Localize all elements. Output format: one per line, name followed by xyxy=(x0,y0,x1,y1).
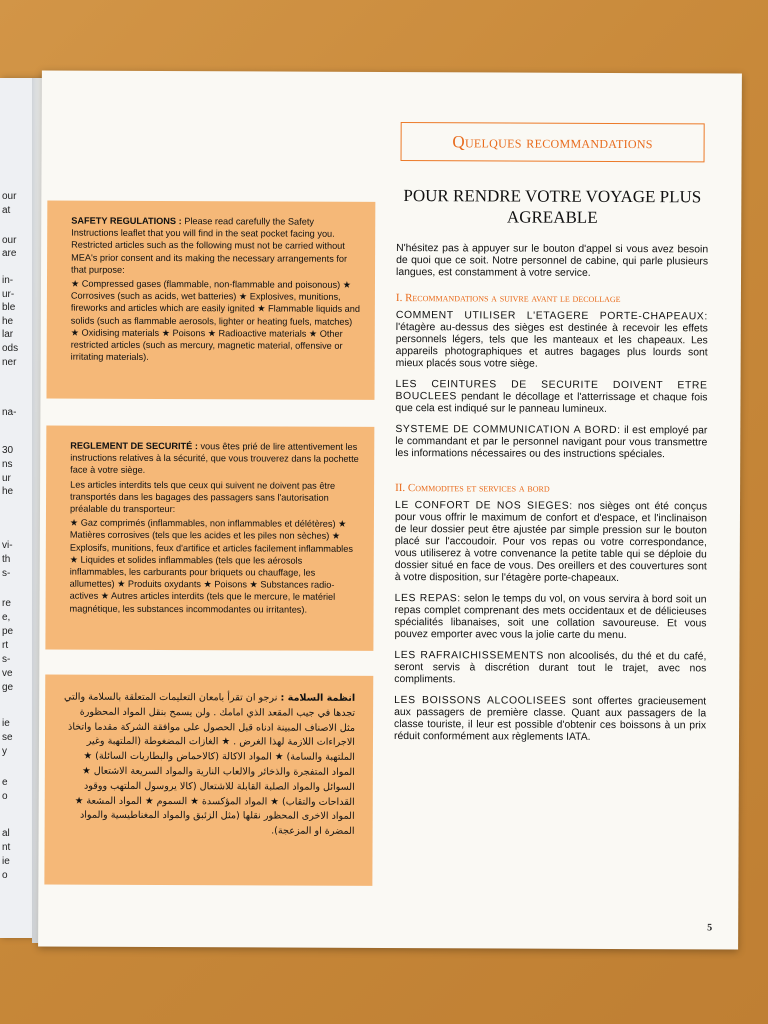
left-page-text-fragment: ble xyxy=(2,302,16,313)
paragraph-sieges xyxy=(395,500,707,585)
recommendations-banner: Quelques recommandations xyxy=(401,122,705,162)
arabic-heading: انظمة السلامة : xyxy=(280,692,356,704)
securite-text: Les articles interdits tels que ceux qui suivent ne doivent pas être transportés dans les bagages des passagers sans l'autorisation préalable du transporteur: xyxy=(69,479,336,515)
safety-regulations-box xyxy=(46,201,375,400)
left-page-text-fragment: e xyxy=(2,777,8,788)
left-page-text-fragment: nt xyxy=(2,842,11,853)
left-page-text-fragment: 30 xyxy=(2,445,14,456)
recommendations-column xyxy=(394,122,709,753)
paragraph-communication xyxy=(395,424,707,461)
left-page-text-fragment: ve xyxy=(2,668,13,679)
left-page-text-fragment: rt xyxy=(2,640,9,651)
left-page-text-fragment: our xyxy=(2,191,17,202)
left-page-text-fragment: he xyxy=(2,316,14,327)
left-page-text-fragment: al xyxy=(2,828,10,839)
left-page-text-fragment: ods xyxy=(2,343,19,354)
left-page-text-fragment: ie xyxy=(2,718,10,729)
left-page-text-fragment: o xyxy=(2,791,8,802)
reglement-securite-box xyxy=(45,425,374,650)
arabic-text: نرجو ان تقرأ بامعان التعليمات المتعلقة بالسلامة والتي تجدها في جيب المقعد الذي امامك . ولن يسمح بنقل المواد المحظورة مثل الاصناف المبينة ادناه قبل الحصول على موافقة الشركة مقدما واتخاذ الاجراءات اللازمة لهذا الغرض . ★ الغازات المضغوطة (الملتهبة وغير الملتهبة والسامة) ★ المواد الاكالة (كالاحماض والبطاريات السائلة) ★ المواد المتفجرة والذخائر والالعاب النارية والمواد السريعة الاشتعال ★ السوائل والمواد الصلبة القابلة للاشتعال (كالا يروسول الملتهب ووقود القداحات والتقاب) ★ المواد المؤكسدة ★ السموم ★ المواد المشعة ★ المواد الاخرى المحظور نقلها (مثل الزئبق والمواد المغناطيسية والمواد المضرة او المزعجة). xyxy=(63,691,356,838)
securite-items: ★ Gaz comprimés (inflammables, non inflammables et délétères) ★ Matières corrosives (tels que les acides et les piles non sèches) ★ Explosifs, munitions, feux d'artifice et articles facilement inflammables ★ Liquides et solides inflammables (tels que les aérosols inflammables, les carburants pour briquets ou chauffage, les allumettes) ★ Produits oxydants ★ Poisons ★ Substances radio-actives ★ Autres articles interdits (tels que le mercure, le matériel magnétique, les substances incommodantes ou irritantes). xyxy=(69,517,353,615)
left-page-text-fragment: ie xyxy=(2,856,10,867)
paragraph-rafraichissements xyxy=(394,650,706,687)
left-page-text-fragment: ge xyxy=(2,682,14,693)
rafraichissements-heading: LES RAFRAICHISSEMENTS xyxy=(394,650,544,662)
left-page-text-fragment: lar xyxy=(2,329,14,340)
left-page-text-fragment: our xyxy=(2,235,17,246)
boissons-text: sont offertes gracieusement aux passagers de première classe. Quant aux passagers de la classe touriste, il leur est possible d'obtenir ces boissons à un prix réduit conformément aux règlements IATA. xyxy=(393,695,707,743)
left-page-text-fragment: th xyxy=(2,554,11,565)
repas-text: selon le temps du vol, on vous servira à bord soit un repas complet comprenant des mets occidentaux et de délicieuses spécialités libanaises, soit une collation savoureuse. Et vous pouvez emporter avec vous la jolie carte du menu. xyxy=(394,593,707,642)
left-page-text-fragment: pe xyxy=(2,626,14,637)
paragraph-etagere xyxy=(396,310,708,371)
left-page-text-fragment: in- xyxy=(2,275,14,286)
left-page-text-fragment: ns xyxy=(2,459,13,470)
paragraph-boissons xyxy=(394,695,706,744)
communication-text: il est employé par le commandant et par le personnel navigant pour vous transmettre les informations nécessaires ou des instructions spéciales. xyxy=(395,425,708,461)
left-page-text-fragment: re xyxy=(2,598,11,609)
left-page-text-fragment: ur- xyxy=(2,289,15,300)
section-1-heading: I. Recommandations a suivre avant le decollage xyxy=(395,292,621,306)
left-page-text-fragment: na- xyxy=(2,407,17,418)
paragraph-repas xyxy=(394,593,706,642)
rafraichissements-text: non alcoolisés, du thé et du café, seront servis à discrétion durant tout le trajet, avec nos compliments. xyxy=(394,650,707,686)
left-page-text-fragment: vi- xyxy=(2,540,13,551)
safety-intro: Please read carefully the Safety Instructions leaflet that you will find in the seat pocket facing you. Restricted articles such as the following must not be carried without MEA's prior consent and its making the necessary arrangements for that purpose: xyxy=(71,216,348,275)
left-page-text-fragment: are xyxy=(2,248,17,259)
safety-items: ★ Compressed gases (flammable, non-flammable and poisonous) ★ Corrosives (such as acids, wet batteries) ★ Explosives, munitions, fireworks and articles which are easily ignited ★ Flammable liquids and solids (such as flammable aerosols, lighter or heating fuels, matches) ★ Oxidising materials ★ Poisons ★ Radioactive materials ★ Other restricted articles (such as mercury, magnetic material, offensive or irritating materials). xyxy=(70,278,360,363)
left-page-text-fragment: e, xyxy=(2,612,11,623)
communication-heading: SYSTEME DE COMMUNICATION A BORD: xyxy=(395,424,621,437)
left-page-text-fragment: at xyxy=(2,205,11,216)
etagere-text: l'étagère au-dessus des sièges est destinée à recevoir les effets personnels légers, tels que les manteaux et les chapeaux. Les appareils photographiques et autres bagages plus lourds sont mieux placés sous votre siège. xyxy=(395,322,708,370)
left-page-text-fragment: se xyxy=(2,732,13,743)
left-page-text-fragment: ner xyxy=(2,357,17,368)
left-page-text-fragment: o xyxy=(2,870,8,881)
securite-heading: REGLEMENT DE SECURITÉ : xyxy=(70,440,198,452)
safety-heading: SAFETY REGULATIONS : xyxy=(71,215,182,227)
left-page-text-fragment: ur xyxy=(2,473,11,484)
left-page-text-fragment: s- xyxy=(2,568,11,579)
sieges-heading: LE CONFORT DE NOS SIEGES: xyxy=(394,500,573,512)
ceintures-heading: LES CEINTURES DE SECURITE DOIVENT ETRE BOUCLEES xyxy=(395,379,708,403)
sieges-text: nos sièges ont été conçus pour vous offrir le maximum de confort et d'espace, et l'inclinaison de leur dossier peut être ajustée par simple pression sur le bouton placé sur l'accoudoir. Pour vos repas ou votre correspondance, vous utiliserez à votre convenance la petite table qui se déploie du dossier situé en face de vous. Des oreillers et des couvertures sont à votre disposition, sur l'étagère porte-chapeaux. xyxy=(394,500,708,585)
brochure-page xyxy=(38,70,742,949)
ceintures-text: pendant le décollage et l'atterrissage et chaque fois que cela est indiqué sur le panneau lumineux. xyxy=(395,391,708,415)
left-page-text-fragment: he xyxy=(2,486,14,497)
arabic-safety-box xyxy=(44,674,373,885)
left-page-text-fragment: s- xyxy=(2,654,11,665)
repas-heading: LES REPAS: xyxy=(394,593,461,605)
paragraph-ceintures xyxy=(395,379,707,416)
page-subtitle: POUR RENDRE VOTRE VOYAGE PLUS AGREABLE xyxy=(403,186,702,227)
page-number: 5 xyxy=(707,922,713,934)
etagere-heading: COMMENT UTILISER L'ETAGERE PORTE-CHAPEAUX: xyxy=(395,310,708,323)
left-page-text-fragment: y xyxy=(2,746,7,757)
boissons-heading: LES BOISSONS ALCOOLISEES xyxy=(394,695,567,707)
securite-intro: vous êtes prié de lire attentivement les instructions relatives à la sécurité, que vous trouverez dans la pochette face à votre siège. xyxy=(70,441,359,476)
intro-paragraph: N'hésitez pas à appuyer sur le bouton d'appel si vous avez besoin de quoi que ce soit. Notre personnel de cabine, qui parle plusieurs langues, est constamment à votre service. xyxy=(396,243,709,279)
section-2-heading: II. Commodites et services a bord xyxy=(395,482,550,495)
